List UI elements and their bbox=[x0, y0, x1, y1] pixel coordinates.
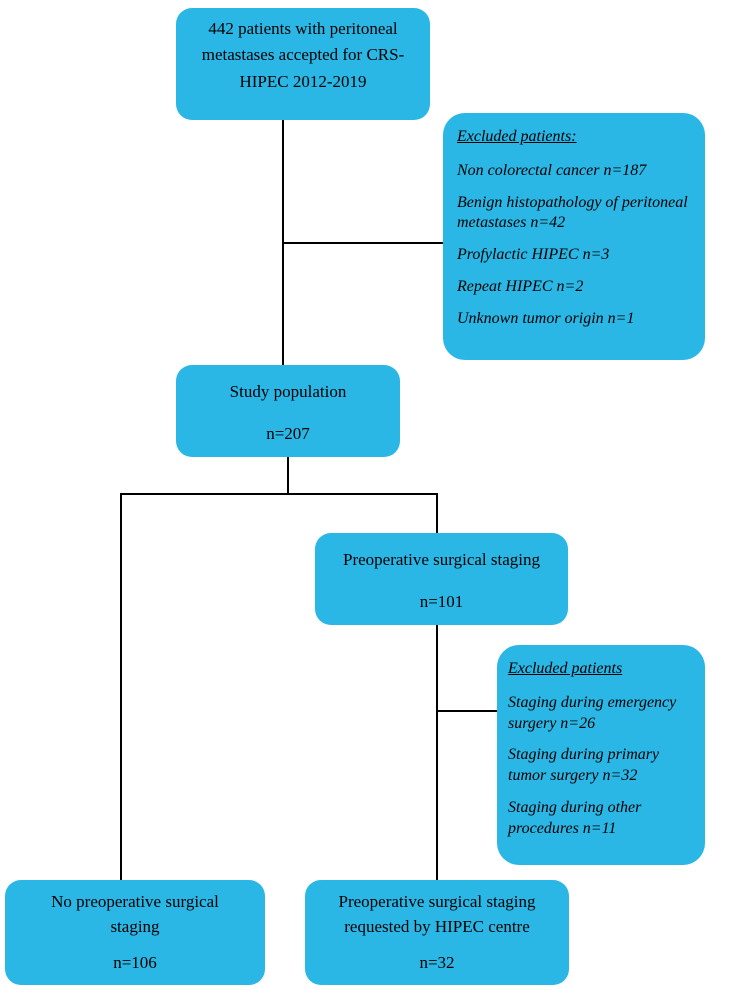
no-preop-title: No preoperative surgical staging bbox=[51, 892, 219, 936]
box-accepted-patients bbox=[176, 8, 430, 120]
connector-study-to-split bbox=[287, 457, 289, 494]
box-study-population bbox=[176, 365, 400, 457]
excluded-2-item: Staging during primary tumor surgery n=32 bbox=[508, 746, 660, 785]
study-population-count: n=207 bbox=[266, 424, 310, 443]
excluded-2-title: Excluded patients bbox=[508, 660, 623, 677]
preop-staging-title: Preoperative surgical staging bbox=[342, 550, 541, 569]
box-preop-staging bbox=[315, 533, 568, 625]
excluded-1-item: Repeat HIPEC n=2 bbox=[457, 277, 584, 295]
preop-requested-count: n=32 bbox=[419, 953, 455, 973]
no-preop-count: n=106 bbox=[113, 953, 157, 973]
excluded-1-item: Benign histopathology of peritoneal metastases n=42 bbox=[457, 193, 688, 232]
excluded-1-item: Profylactic HIPEC n=3 bbox=[457, 246, 610, 264]
box-preop-requested bbox=[305, 880, 569, 985]
excluded-1-item: Non colorectal cancer n=187 bbox=[457, 161, 647, 179]
excluded-1-title: Excluded patients: bbox=[457, 128, 577, 145]
connector-preop-staging-to-requested bbox=[436, 625, 438, 881]
accepted-patients-text: 442 patients with peritoneal metastases accepted for CRS-HIPEC 2012-2019 bbox=[201, 19, 405, 91]
excluded-1-item: Unknown tumor origin n=1 bbox=[457, 309, 635, 327]
preop-staging-count: n=101 bbox=[419, 592, 464, 611]
connector-split-horizontal bbox=[120, 493, 438, 495]
connector-split-to-preop-staging bbox=[436, 493, 438, 534]
connector-to-excluded-2 bbox=[437, 710, 498, 712]
study-population-title: Study population bbox=[229, 382, 347, 401]
preop-requested-title: Preoperative surgical staging requested by HIPEC centre bbox=[338, 892, 536, 936]
box-excluded-patients-1 bbox=[443, 113, 705, 360]
excluded-2-item: Staging during emergency surgery n=26 bbox=[508, 693, 677, 732]
box-excluded-patients-2 bbox=[497, 645, 705, 865]
box-no-preop-staging bbox=[5, 880, 265, 985]
connector-to-excluded-1 bbox=[283, 242, 443, 244]
connector-split-to-no-preop bbox=[120, 493, 122, 881]
excluded-2-item: Staging during other procedures n=11 bbox=[508, 798, 642, 837]
